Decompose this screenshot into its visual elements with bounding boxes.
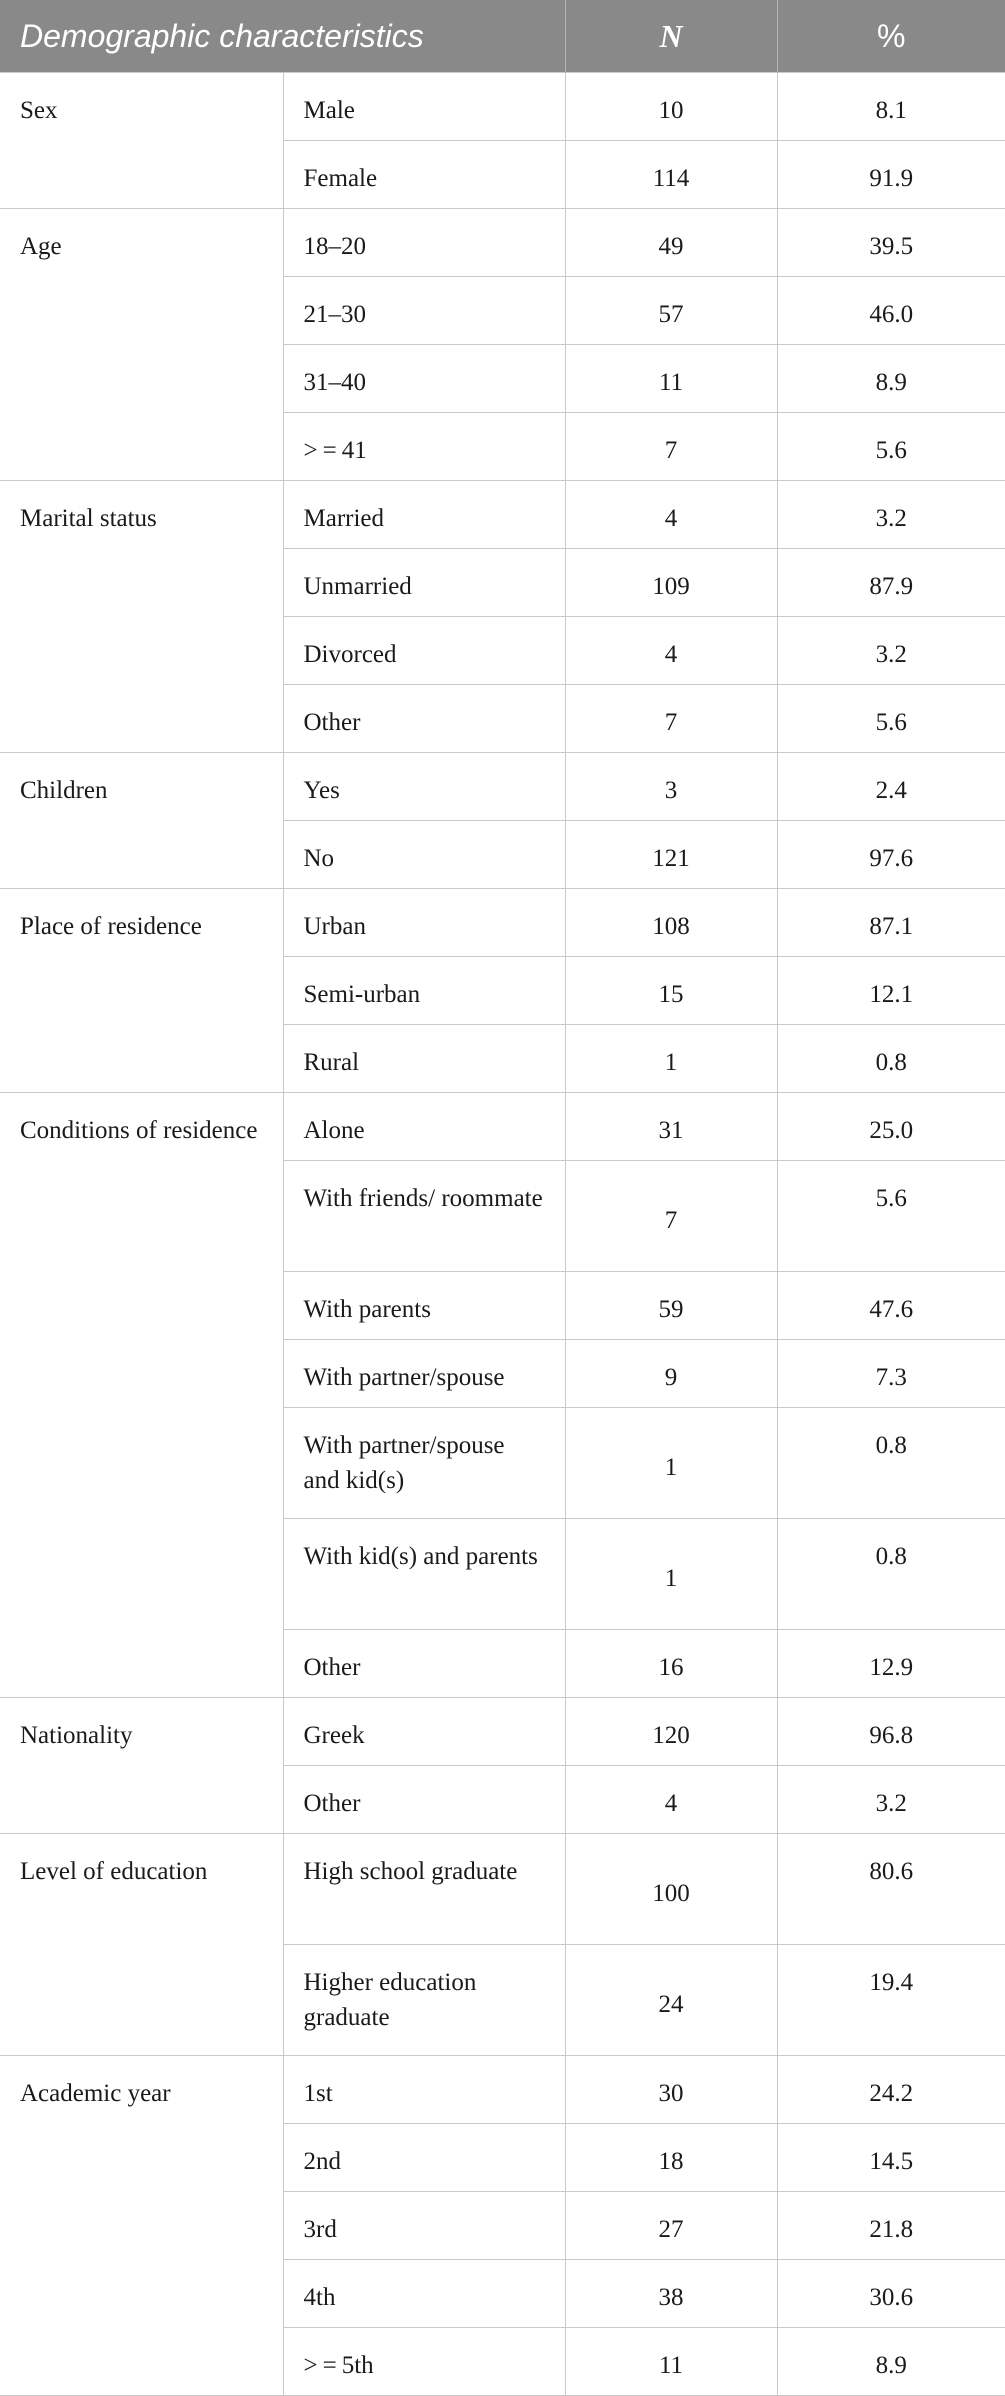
- category-label: Sex: [0, 73, 283, 209]
- percent-cell: 80.6: [777, 1834, 1005, 1945]
- category-value: With kid(s) and parents: [283, 1519, 565, 1630]
- category-value: With parents: [283, 1272, 565, 1340]
- percent-cell: 5.6: [777, 685, 1005, 753]
- percent-cell: 7.3: [777, 1340, 1005, 1408]
- category-value: Alone: [283, 1093, 565, 1161]
- percent-cell: 0.8: [777, 1025, 1005, 1093]
- category-value: > = 5th: [283, 2328, 565, 2396]
- category-value: 2nd: [283, 2124, 565, 2192]
- count-cell: 38: [565, 2260, 777, 2328]
- count-cell: 11: [565, 345, 777, 413]
- count-cell: 4: [565, 481, 777, 549]
- category-value: Semi-urban: [283, 957, 565, 1025]
- count-cell: 4: [565, 1766, 777, 1834]
- count-cell: 121: [565, 821, 777, 889]
- category-value: 3rd: [283, 2192, 565, 2260]
- category-label: Level of education: [0, 1834, 283, 2056]
- count-cell: 10: [565, 73, 777, 141]
- category-label: Place of residence: [0, 889, 283, 1093]
- category-value: Higher education graduate: [283, 1945, 565, 2056]
- category-value: Married: [283, 481, 565, 549]
- count-cell: 7: [565, 685, 777, 753]
- count-cell: 109: [565, 549, 777, 617]
- count-cell: 18: [565, 2124, 777, 2192]
- table-row: [0, 753, 1005, 821]
- table-row: [0, 1834, 1005, 1945]
- table-header: [0, 0, 1005, 73]
- table-row: [0, 73, 1005, 141]
- category-label: Marital status: [0, 481, 283, 753]
- count-cell: 100: [565, 1834, 777, 1945]
- percent-cell: 21.8: [777, 2192, 1005, 2260]
- category-label: Children: [0, 753, 283, 889]
- count-cell: 9: [565, 1340, 777, 1408]
- percent-cell: 47.6: [777, 1272, 1005, 1340]
- header-demographic-characteristics: Demographic characteristics: [0, 0, 565, 73]
- percent-cell: 3.2: [777, 617, 1005, 685]
- percent-cell: 14.5: [777, 2124, 1005, 2192]
- count-cell: 7: [565, 413, 777, 481]
- percent-cell: 39.5: [777, 209, 1005, 277]
- count-cell: 108: [565, 889, 777, 957]
- count-cell: 49: [565, 209, 777, 277]
- category-value: Yes: [283, 753, 565, 821]
- category-label: Age: [0, 209, 283, 481]
- table-row: [0, 2056, 1005, 2124]
- category-value: With friends/ roommate: [283, 1161, 565, 1272]
- count-cell: 16: [565, 1630, 777, 1698]
- count-cell: 3: [565, 753, 777, 821]
- category-value: Male: [283, 73, 565, 141]
- count-cell: 59: [565, 1272, 777, 1340]
- category-value: Other: [283, 1766, 565, 1834]
- category-value: 4th: [283, 2260, 565, 2328]
- category-value: Other: [283, 685, 565, 753]
- percent-cell: 2.4: [777, 753, 1005, 821]
- percent-cell: 8.9: [777, 345, 1005, 413]
- table-row: [0, 481, 1005, 549]
- category-label: Nationality: [0, 1698, 283, 1834]
- table-body: [0, 73, 1005, 2396]
- count-cell: 4: [565, 617, 777, 685]
- header-n: N: [565, 0, 777, 73]
- count-cell: 120: [565, 1698, 777, 1766]
- percent-cell: 87.1: [777, 889, 1005, 957]
- category-value: Divorced: [283, 617, 565, 685]
- percent-cell: 19.4: [777, 1945, 1005, 2056]
- count-cell: 1: [565, 1408, 777, 1519]
- percent-cell: 3.2: [777, 1766, 1005, 1834]
- category-value: Other: [283, 1630, 565, 1698]
- percent-cell: 91.9: [777, 141, 1005, 209]
- count-cell: 1: [565, 1519, 777, 1630]
- table-row: [0, 209, 1005, 277]
- percent-cell: 25.0: [777, 1093, 1005, 1161]
- category-value: > = 41: [283, 413, 565, 481]
- category-value: With partner/spouse: [283, 1340, 565, 1408]
- percent-cell: 12.9: [777, 1630, 1005, 1698]
- category-value: No: [283, 821, 565, 889]
- count-cell: 1: [565, 1025, 777, 1093]
- percent-cell: 24.2: [777, 2056, 1005, 2124]
- table-row: [0, 889, 1005, 957]
- table-row: [0, 1093, 1005, 1161]
- category-value: With partner/spouse and kid(s): [283, 1408, 565, 1519]
- percent-cell: 8.9: [777, 2328, 1005, 2396]
- count-cell: 27: [565, 2192, 777, 2260]
- count-cell: 7: [565, 1161, 777, 1272]
- header-percent: %: [777, 0, 1005, 73]
- category-value: Greek: [283, 1698, 565, 1766]
- percent-cell: 30.6: [777, 2260, 1005, 2328]
- category-value: Female: [283, 141, 565, 209]
- percent-cell: 5.6: [777, 413, 1005, 481]
- count-cell: 15: [565, 957, 777, 1025]
- percent-cell: 0.8: [777, 1408, 1005, 1519]
- category-value: 21–30: [283, 277, 565, 345]
- percent-cell: 97.6: [777, 821, 1005, 889]
- percent-cell: 46.0: [777, 277, 1005, 345]
- count-cell: 57: [565, 277, 777, 345]
- percent-cell: 96.8: [777, 1698, 1005, 1766]
- count-cell: 31: [565, 1093, 777, 1161]
- header-row: [0, 0, 1005, 73]
- category-value: Unmarried: [283, 549, 565, 617]
- category-value: 18–20: [283, 209, 565, 277]
- percent-cell: 8.1: [777, 73, 1005, 141]
- percent-cell: 5.6: [777, 1161, 1005, 1272]
- percent-cell: 0.8: [777, 1519, 1005, 1630]
- category-label: Conditions of residence: [0, 1093, 283, 1698]
- category-value: Urban: [283, 889, 565, 957]
- count-cell: 24: [565, 1945, 777, 2056]
- percent-cell: 3.2: [777, 481, 1005, 549]
- category-value: Rural: [283, 1025, 565, 1093]
- count-cell: 11: [565, 2328, 777, 2396]
- count-cell: 30: [565, 2056, 777, 2124]
- category-value: 1st: [283, 2056, 565, 2124]
- count-cell: 114: [565, 141, 777, 209]
- category-value: 31–40: [283, 345, 565, 413]
- table-row: [0, 1698, 1005, 1766]
- percent-cell: 12.1: [777, 957, 1005, 1025]
- category-label: Academic year: [0, 2056, 283, 2396]
- percent-cell: 87.9: [777, 549, 1005, 617]
- category-value: High school graduate: [283, 1834, 565, 1945]
